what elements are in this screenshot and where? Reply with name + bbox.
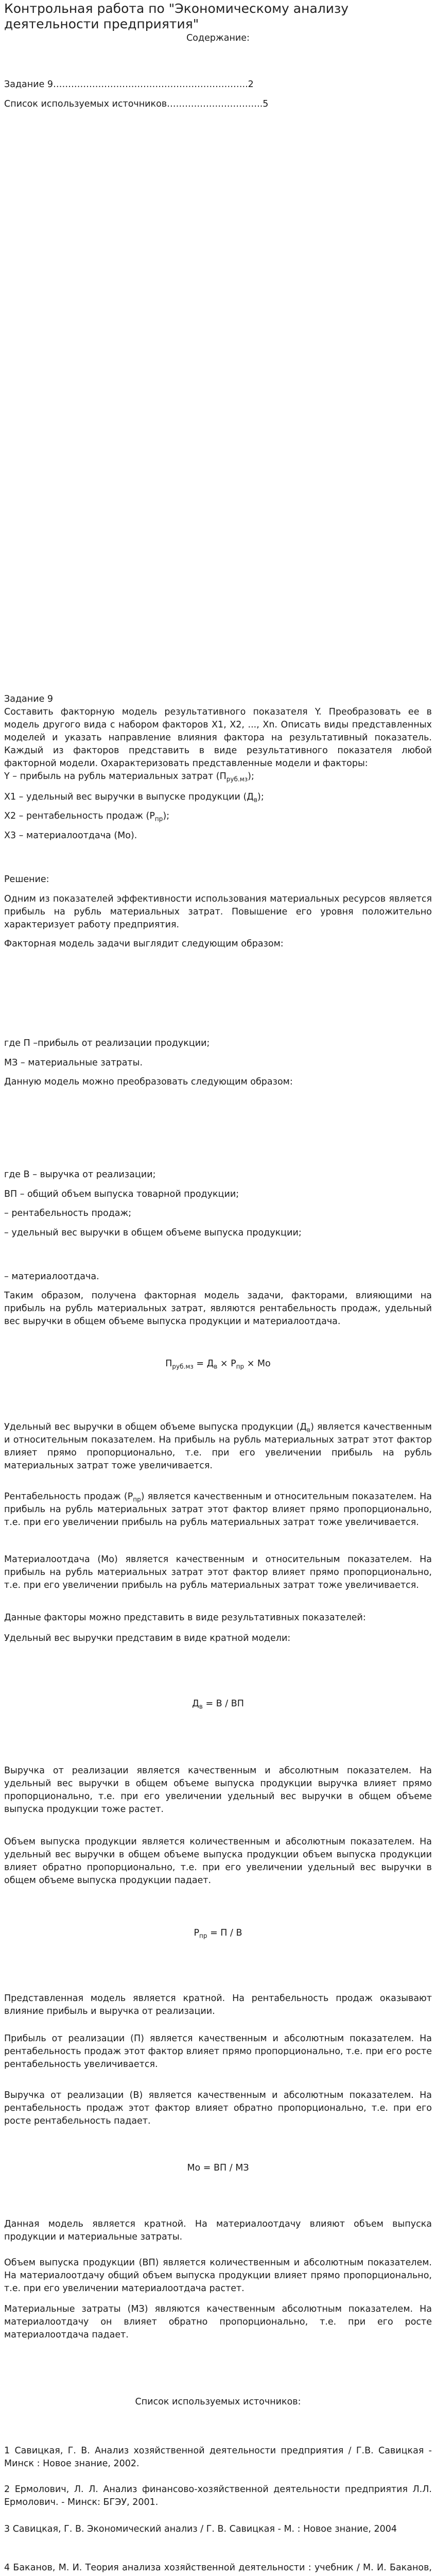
solution-paragraph-15: Данная модель является кратной. На материалоотдачу влияют объем выпуска продукции и материальные затраты. <box>4 2219 432 2242</box>
solution-paragraph-14: Выручка от реализации (В) является качественным и абсолютным показателем. На рентабельность продаж этот фактор влияет обратно пропорционально, т.е. при его росте рентабельность падает. <box>4 2090 432 2126</box>
reference-item: 1 Савицкая, Г. В. Анализ хозяйственной деятельности предприятия / Г.В. Савицкая - Минск : Новое знание, 2002. <box>4 2446 432 2469</box>
toc-item-task[interactable]: Задание 9………………………………………………………..2 <box>4 79 254 90</box>
solution-paragraph-17: Материальные затраты (МЗ) являются качественным абсолютным показателем. На материалоотдачу он влияет обратно пропорционально, т.е. при его росте материалоотдача падает. <box>4 2304 432 2340</box>
task-x1-definition: X1 – удельный вес выручки в выпуске продукции $(Д_в)$; <box>4 792 264 804</box>
solution-paragraph-11: Объем выпуска продукции является количественным и абсолютным показателем. На удельный вес выручки в общем объеме выпуска продукции объем выпуска продукции влияет обратно пропорционально, т.е. при его увеличении удельный вес выручки в общем объеме выпуска продукции падает. <box>4 1837 432 1886</box>
solution-paragraph-13: Прибыль от реализации (П) является качественным и абсолютным показателем. На рентабельность продаж этот фактор влияет прямо пропорционально, т.е. при его росте рентабельность увеличивается. <box>4 2033 432 2070</box>
task-x3-definition: X3 – материалоотдача (Мо). <box>4 831 137 841</box>
legend-sales-profitability: – рентабельность продаж; <box>4 1208 132 1218</box>
solution-paragraph-5: Удельный вес выручки в общем объеме выпуска продукции $(Д_в)$ является качественным и относительным показателем. На прибыль на рубль материальных затрат этот фактор влияет прямо пропорционально, т.е. при его увеличении прибыль на рубль материальных затрат тоже увеличивается. <box>4 1422 432 1471</box>
solution-paragraph-6: Рентабельность продаж $(Р_{пр})$ является качественным и относительным показателем. На прибыль на рубль материальных затрат этот фактор влияет прямо пропорционально, т.е. при его увеличении прибыль на рубль материальных затрат тоже увеличивается. <box>4 1492 432 1528</box>
legend-profit: где П –прибыль от реализации продукции; <box>4 1038 210 1048</box>
formula-revenue-share: $Д_в = В$ / ВП <box>192 1699 244 1710</box>
formula-material-return: Мо = ВП / МЗ <box>187 2163 249 2173</box>
references-heading: Список используемых источников: <box>135 2397 301 2407</box>
solution-paragraph-2: Факторная модель задачи выглядит следующим образом: <box>4 939 284 949</box>
task-heading: Задание 9 <box>4 694 54 704</box>
solution-paragraph-9: Удельный вес выручки представим в виде кратной модели: <box>4 1633 291 1643</box>
task-y-definition: Y – прибыль на рубль материальных затрат $(П_{руб.мз})$; <box>4 771 254 783</box>
solution-paragraph-7: Материалоотдача (Мо) является качественным и относительным показателем. На прибыль на рубль материальных затрат этот фактор влияет прямо пропорционально, т.е. при его увеличении прибыль на рубль материальных затрат тоже увеличивается. <box>4 1554 432 1590</box>
solution-paragraph-16: Объем выпуска продукции (ВП) является количественным и абсолютным показателем. На материалоотдачу общий объем выпуска продукции влияет прямо пропорционально, т.е. при его увеличении материалоотдача растет. <box>4 2258 432 2294</box>
legend-revenue: где В – выручка от реализации; <box>4 1170 156 1180</box>
toc-item-references[interactable]: Список используемых источников…………………………..5 <box>4 99 269 109</box>
solution-heading: Решение: <box>4 874 49 885</box>
reference-item: 4 Баканов, М. И. Теория анализа хозяйственной деятельности : учебник / М. И. Баканов, <box>4 2563 432 2573</box>
reference-item: 3 Савицкая, Г. В. Экономический анализ / Г. В. Савицкая - М. : Новое знание, 2004 <box>4 2524 397 2534</box>
solution-paragraph-3: Данную модель можно преобразовать следующим образом: <box>4 1077 293 1087</box>
solution-paragraph-4: Таким образом, получена факторная модель задачи, факторами, влияющими на прибыль на рубль материальных затрат, являются рентабельность продаж, удельный вес выручки в общем объеме выпуска продукции и материалоотдача. <box>4 1291 432 1327</box>
reference-item: 2 Ермолович, Л. Л. Анализ финансово-хозяйственной деятельности предприятия Л.Л. Ермолович. - Минск: БГЭУ, 2001. <box>4 2484 432 2507</box>
solution-paragraph-8: Данные факторы можно представить в виде результативных показателей: <box>4 1613 366 1623</box>
document-title: Контрольная работа по "Экономическому анализу деятельности предприятия" <box>4 1 349 31</box>
toc-heading: Содержание: <box>186 33 250 43</box>
legend-output-volume: ВП – общий объем выпуска товарной продукции; <box>4 1189 239 1199</box>
solution-paragraph-12: Представленная модель является кратной. На рентабельность продаж оказывают влияние прибыль и выручка от реализации. <box>4 1993 432 2016</box>
formula-sales-profitability: $Р_{пр} = П / В$ <box>194 1928 242 1940</box>
formula-main: $П_{руб.мз} = Д_в \times Р_{пр}$ × Мо <box>165 1359 271 1370</box>
solution-paragraph-10: Выручка от реализации является качественным и абсолютным показателем. На удельный вес выручки в общем объеме выпуска продукции выручка влияет прямо пропорционально, т.е. при его увеличении удельный вес выручки в общем объеме выпуска продукции тоже растет. <box>4 1766 432 1815</box>
legend-revenue-share: – удельный вес выручки в общем объеме выпуска продукции; <box>4 1228 302 1238</box>
task-paragraph: Составить факторную модель результативного показателя Y. Преобразовать ее в модель другого вида с набором факторов X1, X2, ..., Xn. Описать виды представленных моделей и указать направление влияния фактора на результативный показатель. Каждый из факторов представить в виде результативного показателя любой факторной модели. Охарактеризовать представленные модели и факторы: <box>4 707 432 769</box>
solution-paragraph-1: Одним из показателей эффективности использования материальных ресурсов является прибыль на рубль материальных затрат. Повышение его уровня положительно характеризует работу предприятия. <box>4 894 432 930</box>
legend-material-return: – материалоотдача. <box>4 1272 99 1282</box>
legend-material-costs: МЗ – материальные затраты. <box>4 1058 143 1068</box>
task-x2-definition: X2 – рентабельность продаж $(Р_{пр})$; <box>4 811 170 823</box>
